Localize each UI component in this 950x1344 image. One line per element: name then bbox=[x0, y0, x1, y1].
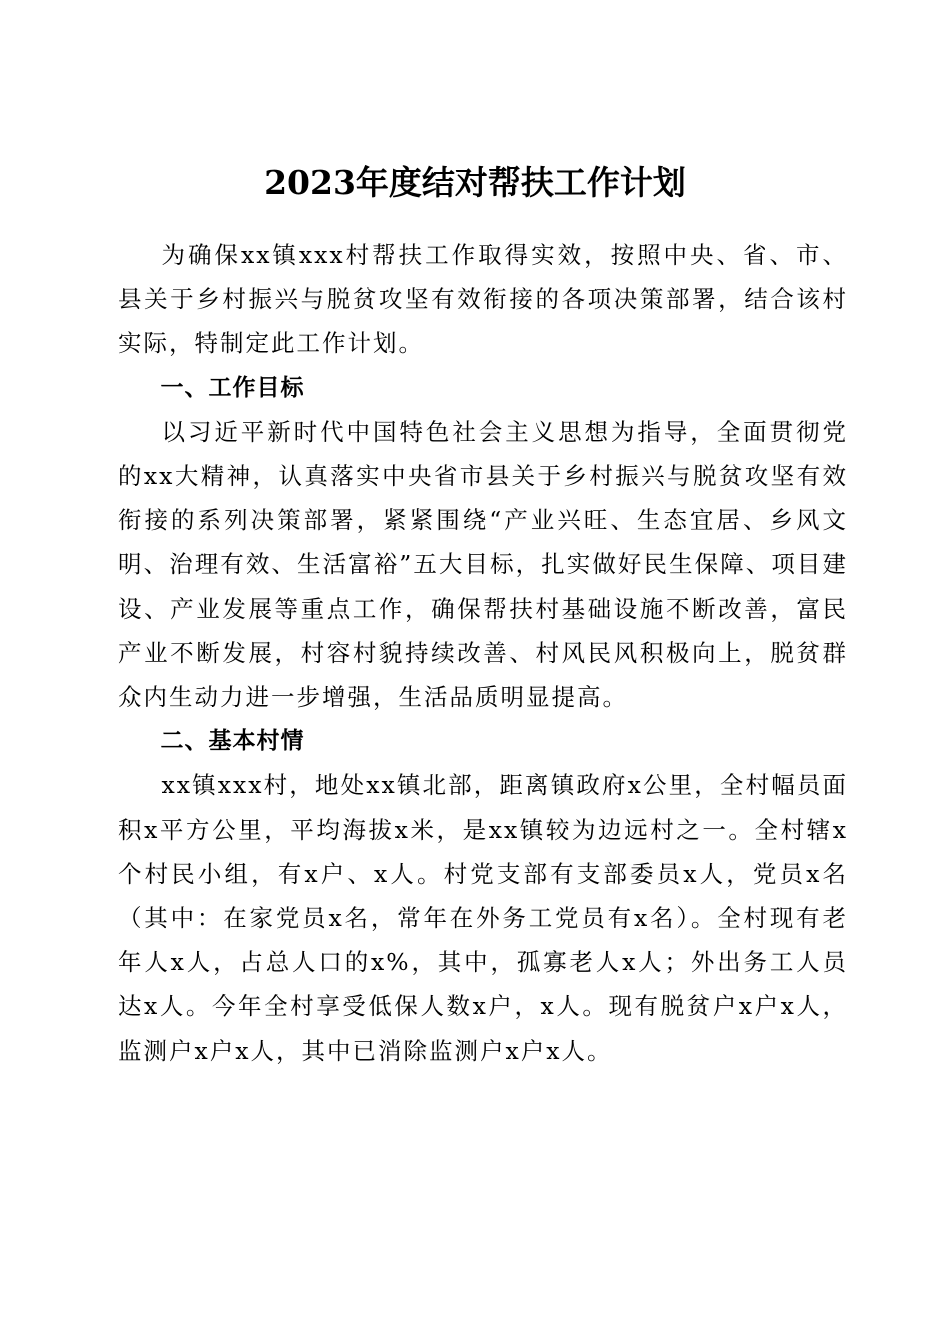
intro-paragraph: 为确保xx镇xxx村帮扶工作取得实效，按照中央、省、市、县关于乡村振兴与脱贫攻坚有效衔接的各项决策部署，结合该村实际，特制定此工作计划。 bbox=[118, 241, 848, 358]
section-heading-village-info: 二、基本村情 bbox=[160, 728, 305, 755]
document-body bbox=[118, 233, 848, 1073]
document-title: 2023年度结对帮扶工作计划 bbox=[264, 163, 686, 203]
section-paragraph-village-info: xx镇xxx村，地处xx镇北部，距离镇政府x公里，全村幅员面积x平方公里，平均海拔x米，是xx镇较为边远村之一。全村辖x个村民小组，有x户、x人。村党支部有支部委员x人，党员x名（其中：在家党员x名，常年在外务工党员有x名）。全村现有老年人x人，占总人口的x%，其中，孤寡老人x人；外出务工人员达x人。今年全村享受低保人数x户，x人。现有脱贫户x户x人，监测户x户x人，其中已消除监测户x户x人。 bbox=[118, 771, 848, 1065]
section-paragraph-goals: 以习近平新时代中国特色社会主义思想为指导，全面贯彻党的xx大精神，认真落实中央省市县关于乡村振兴与脱贫攻坚有效衔接的系列决策部署，紧紧围绕“产业兴旺、生态宜居、乡风文明、治理有效、生活富裕”五大目标，扎实做好民生保障、项目建设、产业发展等重点工作，确保帮扶村基础设施不断改善，富民产业不断发展，村容村貌持续改善、村风民风积极向上，脱贫群众内生动力进一步增强，生活品质明显提高。 bbox=[118, 417, 848, 712]
section-heading-goals: 一、工作目标 bbox=[160, 374, 305, 401]
